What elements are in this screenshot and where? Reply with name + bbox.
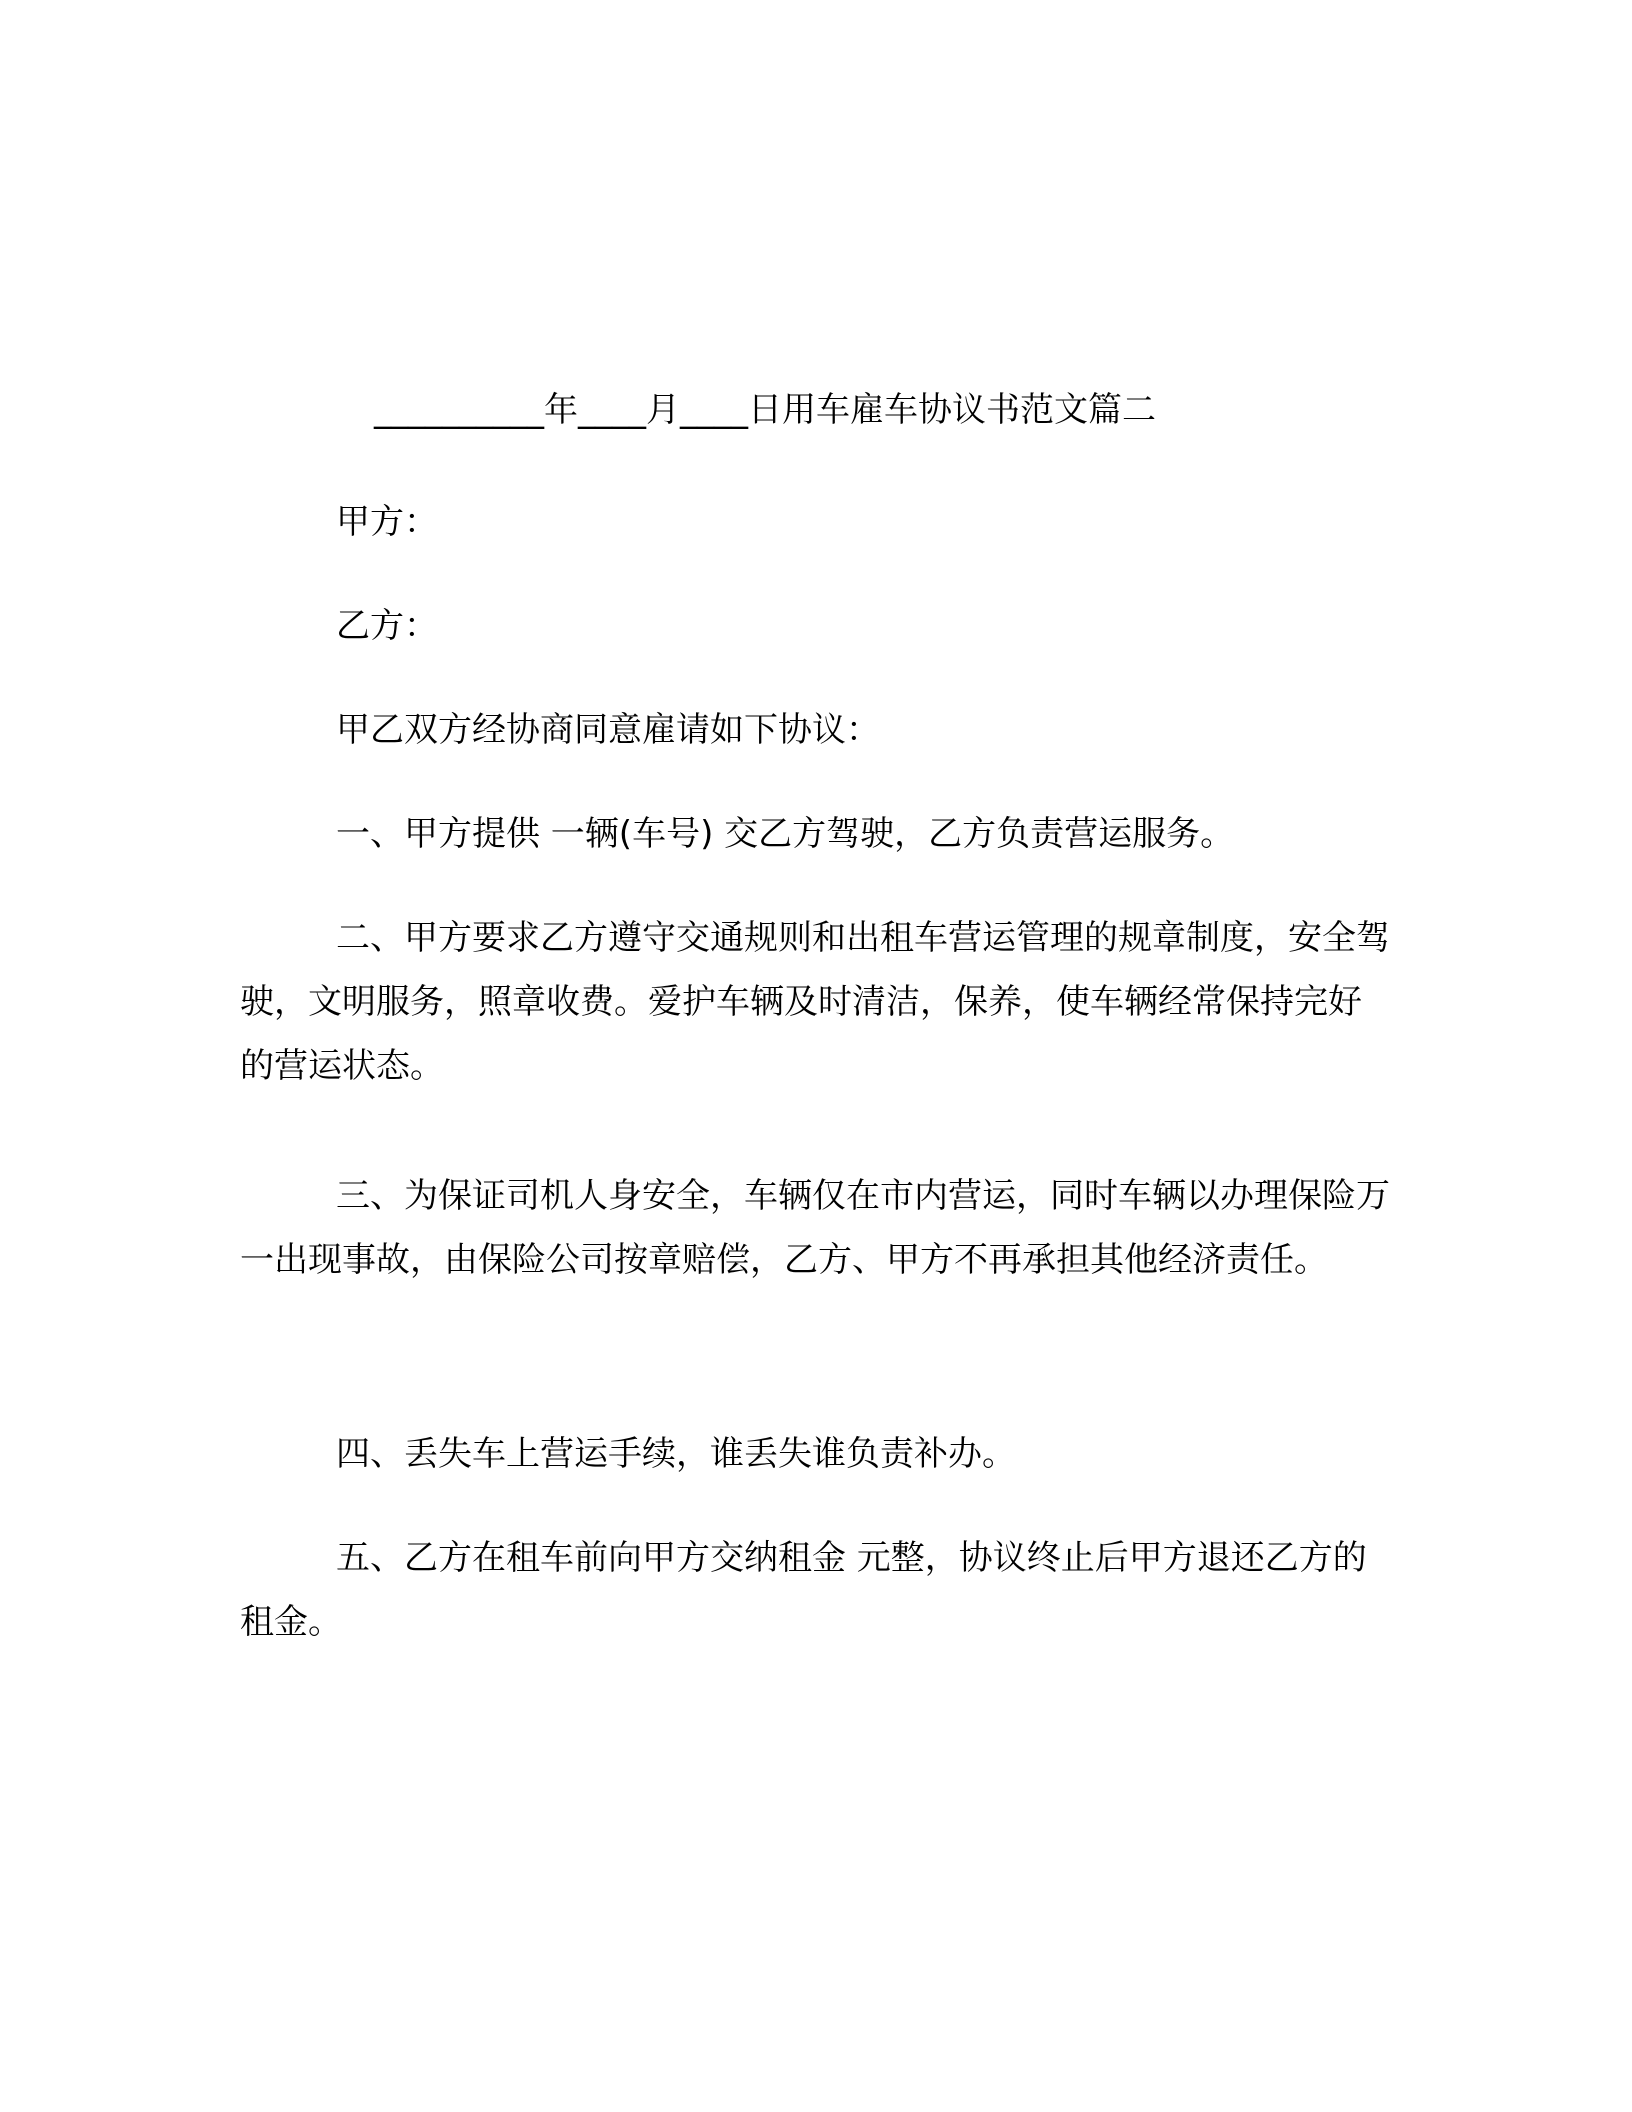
clause-5: 五、乙方在租车前向甲方交纳租金 元整，协议终止后甲方退还乙方的租金。 [240,1538,1367,1642]
agreement-intro: 甲乙双方经协商同意雇请如下协议： [336,710,880,750]
party-a-label: 甲方： [336,502,438,542]
clause-2: 二、甲方要求乙方遵守交通规则和出租车营运管理的规章制度，安全驾驶，文明服务，照章收费。爱护车辆及时清洁，保养，使车辆经常保持完好的营运状态。 [240,918,1390,1086]
document-title: __________年____月____日用车雇车协议书范文篇二 [374,390,1156,430]
clause-1: 一、甲方提供 一辆(车号) 交乙方驾驶，乙方负责营运服务。 [336,814,1235,854]
clause-3: 三、为保证司机人身安全，车辆仅在市内营运，同时车辆以办理保险万一出现事故，由保险公司按章赔偿，乙方、甲方不再承担其他经济责任。 [240,1176,1390,1280]
clause-4: 四、丢失车上营运手续，谁丢失谁负责补办。 [336,1434,1016,1474]
party-b-label: 乙方： [336,606,438,646]
